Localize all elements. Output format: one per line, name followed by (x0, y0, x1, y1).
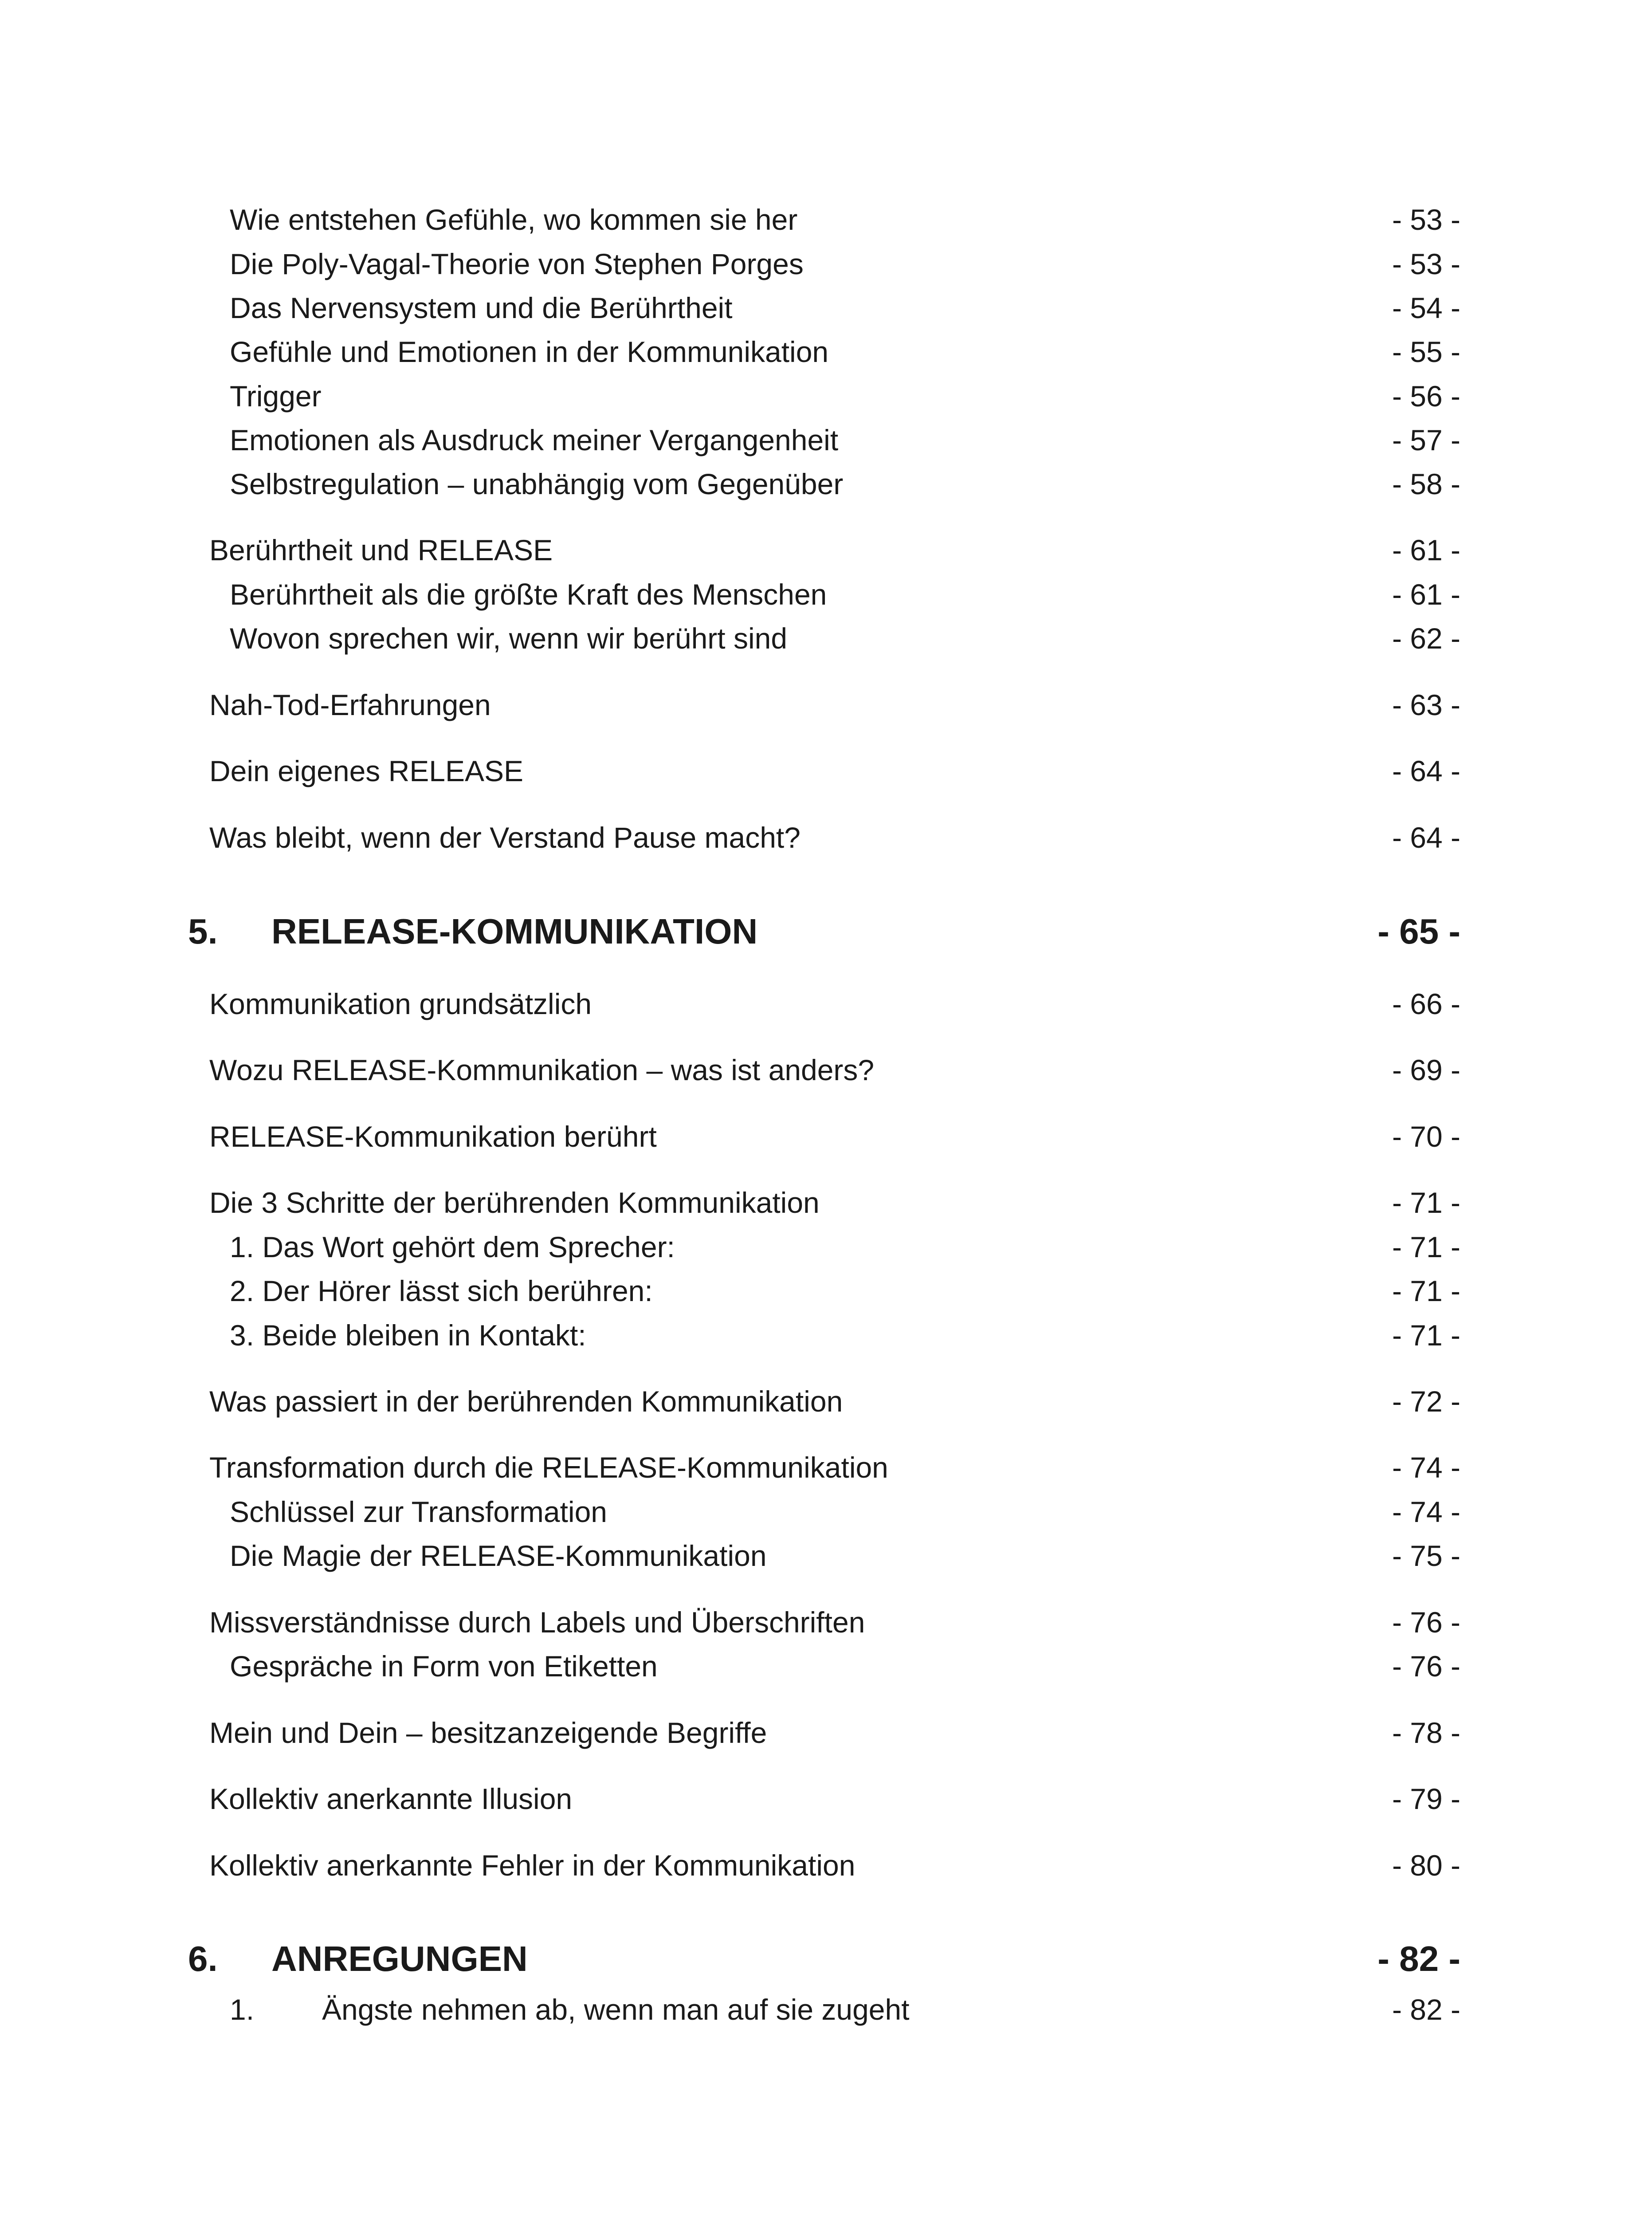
toc-entry[interactable] (0, 197, 1652, 242)
toc-entry[interactable] (0, 242, 1652, 286)
toc-entry-page: - 57 - (1392, 424, 1460, 456)
toc-entry-title: Was passiert in der berührenden Kommunikation (209, 1385, 843, 1418)
toc-entry-title: Die Poly-Vagal-Theorie von Stephen Porges (230, 248, 804, 280)
toc-chapter-heading[interactable] (0, 909, 1652, 954)
toc-entry-title: 1. Das Wort gehört dem Sprecher: (230, 1231, 675, 1263)
chapter-number: 6. (188, 1939, 218, 1978)
toc-entry-page: - 71 - (1392, 1274, 1460, 1307)
toc-entry[interactable] (0, 1490, 1652, 1534)
toc-entry-title: Dein eigenes RELEASE (209, 755, 524, 787)
toc-entry[interactable] (0, 286, 1652, 330)
toc-entry-page: - 53 - (1392, 248, 1460, 280)
toc-entry-title: Missverständnisse durch Labels und Überschriften (209, 1606, 865, 1639)
toc-entry[interactable] (0, 1445, 1652, 1490)
toc-entry-title: Berührtheit und RELEASE (209, 534, 553, 566)
toc-entry-title: Selbstregulation – unabhängig vom Gegenüber (230, 468, 844, 500)
toc-entry-title: Die 3 Schritte der berührenden Kommunikation (209, 1186, 820, 1219)
toc-entry[interactable] (0, 1600, 1652, 1644)
toc-entry-title: 2. Der Hörer lässt sich berühren: (230, 1274, 653, 1307)
toc-entry[interactable] (0, 418, 1652, 462)
toc-entry-title: Ängste nehmen ab, wenn man auf sie zugeht (322, 1993, 910, 2026)
toc-entry-title: Mein und Dein – besitzanzeigende Begriffe (209, 1716, 767, 1749)
toc-entry-page: - 78 - (1392, 1716, 1460, 1749)
toc-entry-title: Wozu RELEASE-Kommunikation – was ist anders? (209, 1054, 875, 1086)
toc-entry[interactable] (0, 1180, 1652, 1225)
toc-entry-page: - 54 - (1392, 291, 1460, 324)
toc-entry[interactable] (0, 1534, 1652, 1578)
toc-entry-page: - 71 - (1392, 1319, 1460, 1352)
chapter-page: - 65 - (1377, 912, 1460, 951)
toc-entry-page: - 79 - (1392, 1782, 1460, 1815)
toc-chapter-heading[interactable] (0, 1937, 1652, 1981)
chapter-title: RELEASE-KOMMUNIKATION (271, 912, 758, 951)
toc-entry[interactable] (0, 982, 1652, 1026)
toc-entry-title: Emotionen als Ausdruck meiner Vergangenheit (230, 424, 839, 456)
toc-entry[interactable] (0, 1269, 1652, 1313)
toc-entry-page: - 63 - (1392, 688, 1460, 721)
toc-entry-page: - 72 - (1392, 1385, 1460, 1418)
toc-entry-number: 1. (230, 1993, 255, 2026)
toc-entry[interactable] (0, 330, 1652, 374)
toc-entry-title: RELEASE-Kommunikation berührt (209, 1120, 657, 1153)
toc-entry-page: - 53 - (1392, 203, 1460, 236)
toc-entry-page: - 62 - (1392, 622, 1460, 655)
toc-entry-title: Nah-Tod-Erfahrungen (209, 688, 491, 721)
toc-entry-title: Die Magie der RELEASE-Kommunikation (230, 1539, 767, 1572)
toc-entry-title: Das Nervensystem und die Berührtheit (230, 291, 733, 324)
toc-entry[interactable] (0, 1313, 1652, 1357)
toc-entry-page: - 74 - (1392, 1495, 1460, 1528)
toc-entry-page: - 56 - (1392, 380, 1460, 413)
toc-entry-page: - 64 - (1392, 755, 1460, 787)
toc-entry-title: Kollektiv anerkannte Illusion (209, 1782, 573, 1815)
toc-entry[interactable] (0, 528, 1652, 572)
toc-entry[interactable] (0, 749, 1652, 793)
toc-entry-page: - 58 - (1392, 468, 1460, 500)
toc-entry-page: - 64 - (1392, 821, 1460, 854)
toc-entry-page: - 75 - (1392, 1539, 1460, 1572)
toc-entry-page: - 80 - (1392, 1849, 1460, 1882)
toc-entry-page: - 71 - (1392, 1231, 1460, 1263)
toc-entry-title: Schlüssel zur Transformation (230, 1495, 608, 1528)
toc-entry-page: - 61 - (1392, 534, 1460, 566)
toc-entry-title: Trigger (230, 380, 322, 413)
toc-entry-page: - 61 - (1392, 578, 1460, 611)
toc-entry[interactable] (0, 616, 1652, 661)
toc-entry-title: Kollektiv anerkannte Fehler in der Kommunikation (209, 1849, 855, 1882)
chapter-number: 5. (188, 912, 218, 951)
toc-entry-page: - 76 - (1392, 1606, 1460, 1639)
toc-entry[interactable] (0, 1843, 1652, 1888)
toc-entry-title: 3. Beide bleiben in Kontakt: (230, 1319, 586, 1352)
toc-entry[interactable] (0, 1644, 1652, 1688)
toc-entry[interactable] (0, 1987, 1652, 2032)
toc-entry-title: Gespräche in Form von Etiketten (230, 1650, 658, 1683)
toc-entry-page: - 69 - (1392, 1054, 1460, 1086)
toc-entry-title: Transformation durch die RELEASE-Kommunikation (209, 1451, 888, 1484)
toc-entry[interactable] (0, 1225, 1652, 1269)
chapter-title: ANREGUNGEN (271, 1939, 528, 1978)
toc-entry[interactable] (0, 1379, 1652, 1424)
toc-entry[interactable] (0, 1777, 1652, 1821)
toc-entry-page: - 66 - (1392, 987, 1460, 1020)
toc-entry-page: - 74 - (1392, 1451, 1460, 1484)
toc-entry[interactable] (0, 462, 1652, 506)
toc-entry-title: Kommunikation grundsätzlich (209, 987, 592, 1020)
toc-entry[interactable] (0, 1114, 1652, 1159)
toc-entry-title: Wovon sprechen wir, wenn wir berührt sind (230, 622, 788, 655)
toc-entry[interactable] (0, 683, 1652, 727)
toc-entry[interactable] (0, 572, 1652, 617)
toc-entry[interactable] (0, 374, 1652, 418)
toc-entry-page: - 76 - (1392, 1650, 1460, 1683)
toc-entry-title: Wie entstehen Gefühle, wo kommen sie her (230, 203, 798, 236)
toc-entry[interactable] (0, 1711, 1652, 1755)
toc-entry-page: - 70 - (1392, 1120, 1460, 1153)
toc-entry-page: - 82 - (1392, 1993, 1460, 2026)
toc-entry-title: Was bleibt, wenn der Verstand Pause macht? (209, 821, 800, 854)
toc-entry-title: Berührtheit als die größte Kraft des Menschen (230, 578, 827, 611)
toc-entry-title: Gefühle und Emotionen in der Kommunikation (230, 335, 829, 368)
toc-entry-page: - 55 - (1392, 335, 1460, 368)
toc-entry[interactable] (0, 815, 1652, 860)
toc-entry[interactable] (0, 1048, 1652, 1092)
chapter-page: - 82 - (1377, 1939, 1460, 1978)
toc-entry-page: - 71 - (1392, 1186, 1460, 1219)
